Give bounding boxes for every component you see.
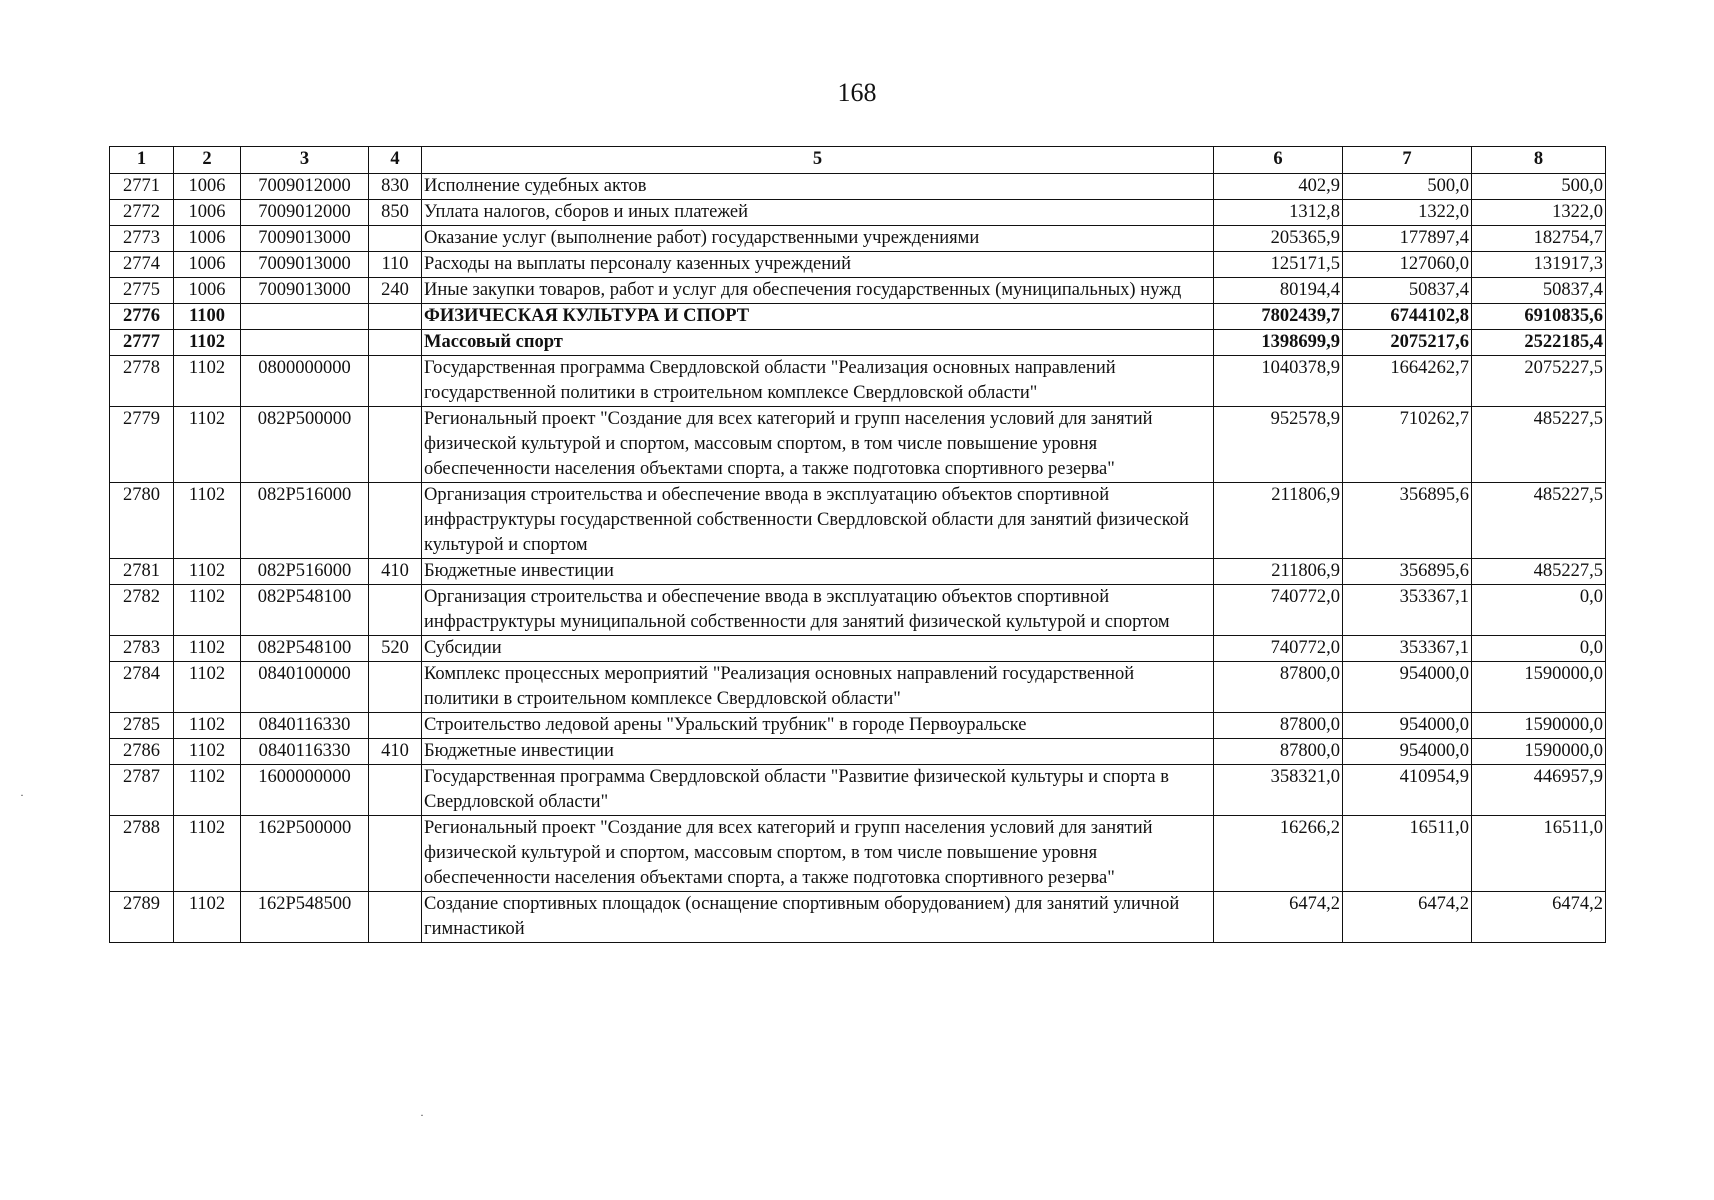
cell-section-code: 1006: [174, 278, 241, 304]
cell-name: Исполнение судебных актов: [422, 174, 1214, 200]
cell-row-number: 2774: [110, 252, 174, 278]
cell-section-code: 1006: [174, 174, 241, 200]
cell-row-number: 2779: [110, 407, 174, 483]
cell-row-number: 2784: [110, 662, 174, 713]
budget-table: [109, 146, 1606, 943]
cell-amount-2: 2075217,6: [1343, 330, 1472, 356]
cell-expense-type: 240: [369, 278, 422, 304]
cell-amount-1: 87800,0: [1214, 662, 1343, 713]
cell-row-number: 2771: [110, 174, 174, 200]
cell-amount-2: 500,0: [1343, 174, 1472, 200]
cell-amount-1: 211806,9: [1214, 483, 1343, 559]
cell-amount-1: 740772,0: [1214, 585, 1343, 636]
cell-amount-1: 358321,0: [1214, 765, 1343, 816]
cell-expense-type: [369, 356, 422, 407]
table-row: [110, 252, 1606, 278]
cell-amount-3: 6474,2: [1472, 892, 1606, 943]
cell-expense-type: [369, 892, 422, 943]
cell-section-code: 1102: [174, 739, 241, 765]
cell-target-code: 162P548500: [241, 892, 369, 943]
cell-section-code: 1102: [174, 892, 241, 943]
cell-target-code: 7009012000: [241, 174, 369, 200]
cell-amount-2: 410954,9: [1343, 765, 1472, 816]
cell-amount-1: 87800,0: [1214, 713, 1343, 739]
column-header: 5: [422, 147, 1214, 174]
cell-expense-type: 850: [369, 200, 422, 226]
cell-amount-2: 356895,6: [1343, 559, 1472, 585]
scan-dot: ·: [20, 788, 24, 802]
cell-name: Государственная программа Свердловской области "Развитие физической культуры и спорта в Свердловской области": [422, 765, 1214, 816]
cell-name: Иные закупки товаров, работ и услуг для обеспечения государственных (муниципальных) нужд: [422, 278, 1214, 304]
cell-amount-1: 16266,2: [1214, 816, 1343, 892]
cell-amount-3: 0,0: [1472, 636, 1606, 662]
cell-amount-3: 16511,0: [1472, 816, 1606, 892]
cell-name: Бюджетные инвестиции: [422, 559, 1214, 585]
cell-name: Бюджетные инвестиции: [422, 739, 1214, 765]
column-header: 1: [110, 147, 174, 174]
cell-row-number: 2773: [110, 226, 174, 252]
cell-section-code: 1102: [174, 636, 241, 662]
cell-expense-type: [369, 483, 422, 559]
cell-amount-2: 353367,1: [1343, 585, 1472, 636]
cell-section-code: 1102: [174, 559, 241, 585]
table-row: [110, 585, 1606, 636]
cell-name: Организация строительства и обеспечение ввода в эксплуатацию объектов спортивной инфраструктуры государственной собственности Свердловской области для занятий физической культурой и спортом: [422, 483, 1214, 559]
cell-row-number: 2781: [110, 559, 174, 585]
cell-name: Региональный проект "Создание для всех категорий и групп населения условий для занятий физической культурой и спортом, массовым спортом, в том числе повышение уровня обеспеченности населения объектами спорта, а также подготовка спортивного резерва": [422, 816, 1214, 892]
cell-amount-2: 1664262,7: [1343, 356, 1472, 407]
cell-expense-type: [369, 304, 422, 330]
cell-section-code: 1102: [174, 816, 241, 892]
cell-row-number: 2786: [110, 739, 174, 765]
cell-target-code: 7009013000: [241, 278, 369, 304]
cell-amount-3: 500,0: [1472, 174, 1606, 200]
cell-name: Создание спортивных площадок (оснащение спортивным оборудованием) для занятий уличной гимнастикой: [422, 892, 1214, 943]
table-row: [110, 765, 1606, 816]
cell-target-code: 082P500000: [241, 407, 369, 483]
cell-amount-2: 6474,2: [1343, 892, 1472, 943]
cell-target-code: 082P548100: [241, 585, 369, 636]
cell-expense-type: 410: [369, 559, 422, 585]
cell-target-code: [241, 330, 369, 356]
cell-section-code: 1102: [174, 356, 241, 407]
table-row: [110, 636, 1606, 662]
cell-target-code: 0840116330: [241, 739, 369, 765]
table-row: [110, 662, 1606, 713]
cell-amount-1: 1040378,9: [1214, 356, 1343, 407]
table-row: [110, 816, 1606, 892]
cell-expense-type: [369, 330, 422, 356]
cell-row-number: 2778: [110, 356, 174, 407]
cell-section-code: 1102: [174, 483, 241, 559]
scan-dot: ·: [420, 1108, 424, 1122]
header-row: [110, 147, 1606, 174]
cell-name: Оказание услуг (выполнение работ) государственными учреждениями: [422, 226, 1214, 252]
cell-expense-type: [369, 407, 422, 483]
column-header: 2: [174, 147, 241, 174]
cell-expense-type: [369, 713, 422, 739]
cell-row-number: 2776: [110, 304, 174, 330]
cell-name: Государственная программа Свердловской области "Реализация основных направлений государственной политики в строительном комплексе Свердловской области": [422, 356, 1214, 407]
cell-amount-3: 6910835,6: [1472, 304, 1606, 330]
cell-target-code: 162P500000: [241, 816, 369, 892]
table-row: [110, 739, 1606, 765]
cell-target-code: 0800000000: [241, 356, 369, 407]
table-row: [110, 892, 1606, 943]
cell-target-code: 082P516000: [241, 483, 369, 559]
cell-amount-3: 182754,7: [1472, 226, 1606, 252]
cell-expense-type: [369, 662, 422, 713]
cell-row-number: 2783: [110, 636, 174, 662]
cell-amount-3: 2522185,4: [1472, 330, 1606, 356]
cell-row-number: 2782: [110, 585, 174, 636]
cell-target-code: 0840116330: [241, 713, 369, 739]
table-body: [110, 174, 1606, 943]
cell-name: Расходы на выплаты персоналу казенных учреждений: [422, 252, 1214, 278]
table-row: [110, 483, 1606, 559]
cell-amount-3: 0,0: [1472, 585, 1606, 636]
cell-name: Региональный проект "Создание для всех категорий и групп населения условий для занятий физической культурой и спортом, массовым спортом, в том числе повышение уровня обеспеченности населения объектами спорта, а также подготовка спортивного резерва": [422, 407, 1214, 483]
table-row: [110, 559, 1606, 585]
cell-row-number: 2780: [110, 483, 174, 559]
table-row: [110, 226, 1606, 252]
cell-amount-3: 1590000,0: [1472, 713, 1606, 739]
cell-amount-2: 954000,0: [1343, 713, 1472, 739]
cell-amount-3: 485227,5: [1472, 483, 1606, 559]
cell-section-code: 1102: [174, 330, 241, 356]
column-header: 6: [1214, 147, 1343, 174]
table-row: [110, 174, 1606, 200]
cell-target-code: 7009013000: [241, 252, 369, 278]
cell-section-code: 1102: [174, 662, 241, 713]
column-header: 3: [241, 147, 369, 174]
cell-row-number: 2775: [110, 278, 174, 304]
cell-target-code: 082P548100: [241, 636, 369, 662]
cell-row-number: 2772: [110, 200, 174, 226]
cell-section-code: 1102: [174, 765, 241, 816]
cell-expense-type: [369, 765, 422, 816]
cell-expense-type: 520: [369, 636, 422, 662]
cell-section-code: 1102: [174, 585, 241, 636]
cell-target-code: 0840100000: [241, 662, 369, 713]
cell-amount-1: 6474,2: [1214, 892, 1343, 943]
cell-amount-2: 353367,1: [1343, 636, 1472, 662]
cell-amount-1: 7802439,7: [1214, 304, 1343, 330]
cell-amount-2: 1322,0: [1343, 200, 1472, 226]
cell-amount-3: 1590000,0: [1472, 662, 1606, 713]
cell-amount-1: 87800,0: [1214, 739, 1343, 765]
cell-name: Комплекс процессных мероприятий "Реализация основных направлений государственной политики в строительном комплексе Свердловской области": [422, 662, 1214, 713]
table-row: [110, 356, 1606, 407]
cell-amount-1: 1312,8: [1214, 200, 1343, 226]
cell-target-code: 1600000000: [241, 765, 369, 816]
cell-amount-3: 2075227,5: [1472, 356, 1606, 407]
cell-amount-2: 356895,6: [1343, 483, 1472, 559]
cell-name: Уплата налогов, сборов и иных платежей: [422, 200, 1214, 226]
cell-amount-2: 50837,4: [1343, 278, 1472, 304]
cell-amount-1: 125171,5: [1214, 252, 1343, 278]
cell-name: ФИЗИЧЕСКАЯ КУЛЬТУРА И СПОРТ: [422, 304, 1214, 330]
cell-amount-3: 50837,4: [1472, 278, 1606, 304]
cell-amount-1: 1398699,9: [1214, 330, 1343, 356]
cell-amount-2: 177897,4: [1343, 226, 1472, 252]
cell-amount-2: 127060,0: [1343, 252, 1472, 278]
cell-amount-3: 1322,0: [1472, 200, 1606, 226]
cell-amount-3: 446957,9: [1472, 765, 1606, 816]
table-row: [110, 330, 1606, 356]
cell-name: Строительство ледовой арены "Уральский трубник" в городе Первоуральске: [422, 713, 1214, 739]
cell-row-number: 2789: [110, 892, 174, 943]
cell-section-code: 1006: [174, 226, 241, 252]
cell-amount-3: 131917,3: [1472, 252, 1606, 278]
cell-section-code: 1102: [174, 407, 241, 483]
cell-amount-3: 485227,5: [1472, 559, 1606, 585]
cell-amount-1: 952578,9: [1214, 407, 1343, 483]
cell-amount-2: 954000,0: [1343, 662, 1472, 713]
table-row: [110, 407, 1606, 483]
cell-section-code: 1100: [174, 304, 241, 330]
table-row: [110, 200, 1606, 226]
cell-row-number: 2787: [110, 765, 174, 816]
cell-amount-1: 402,9: [1214, 174, 1343, 200]
cell-name: Субсидии: [422, 636, 1214, 662]
cell-row-number: 2788: [110, 816, 174, 892]
cell-row-number: 2777: [110, 330, 174, 356]
column-header: 4: [369, 147, 422, 174]
table-row: [110, 304, 1606, 330]
cell-amount-1: 80194,4: [1214, 278, 1343, 304]
cell-amount-3: 1590000,0: [1472, 739, 1606, 765]
table-row: [110, 278, 1606, 304]
cell-target-code: 082P516000: [241, 559, 369, 585]
cell-target-code: 7009013000: [241, 226, 369, 252]
column-header: 7: [1343, 147, 1472, 174]
cell-section-code: 1006: [174, 252, 241, 278]
cell-name: Массовый спорт: [422, 330, 1214, 356]
column-header: 8: [1472, 147, 1606, 174]
cell-amount-2: 6744102,8: [1343, 304, 1472, 330]
cell-section-code: 1006: [174, 200, 241, 226]
cell-expense-type: 410: [369, 739, 422, 765]
table-row: [110, 713, 1606, 739]
cell-section-code: 1102: [174, 713, 241, 739]
cell-amount-1: 205365,9: [1214, 226, 1343, 252]
cell-amount-3: 485227,5: [1472, 407, 1606, 483]
page-number: 168: [837, 78, 877, 107]
cell-target-code: 7009012000: [241, 200, 369, 226]
cell-amount-2: 954000,0: [1343, 739, 1472, 765]
cell-row-number: 2785: [110, 713, 174, 739]
cell-name: Организация строительства и обеспечение ввода в эксплуатацию объектов спортивной инфраструктуры муниципальной собственности для занятий физической культурой и спортом: [422, 585, 1214, 636]
cell-expense-type: [369, 816, 422, 892]
cell-expense-type: [369, 585, 422, 636]
cell-amount-2: 710262,7: [1343, 407, 1472, 483]
cell-amount-1: 211806,9: [1214, 559, 1343, 585]
cell-amount-1: 740772,0: [1214, 636, 1343, 662]
cell-expense-type: 110: [369, 252, 422, 278]
cell-target-code: [241, 304, 369, 330]
cell-expense-type: [369, 226, 422, 252]
cell-amount-2: 16511,0: [1343, 816, 1472, 892]
cell-expense-type: 830: [369, 174, 422, 200]
